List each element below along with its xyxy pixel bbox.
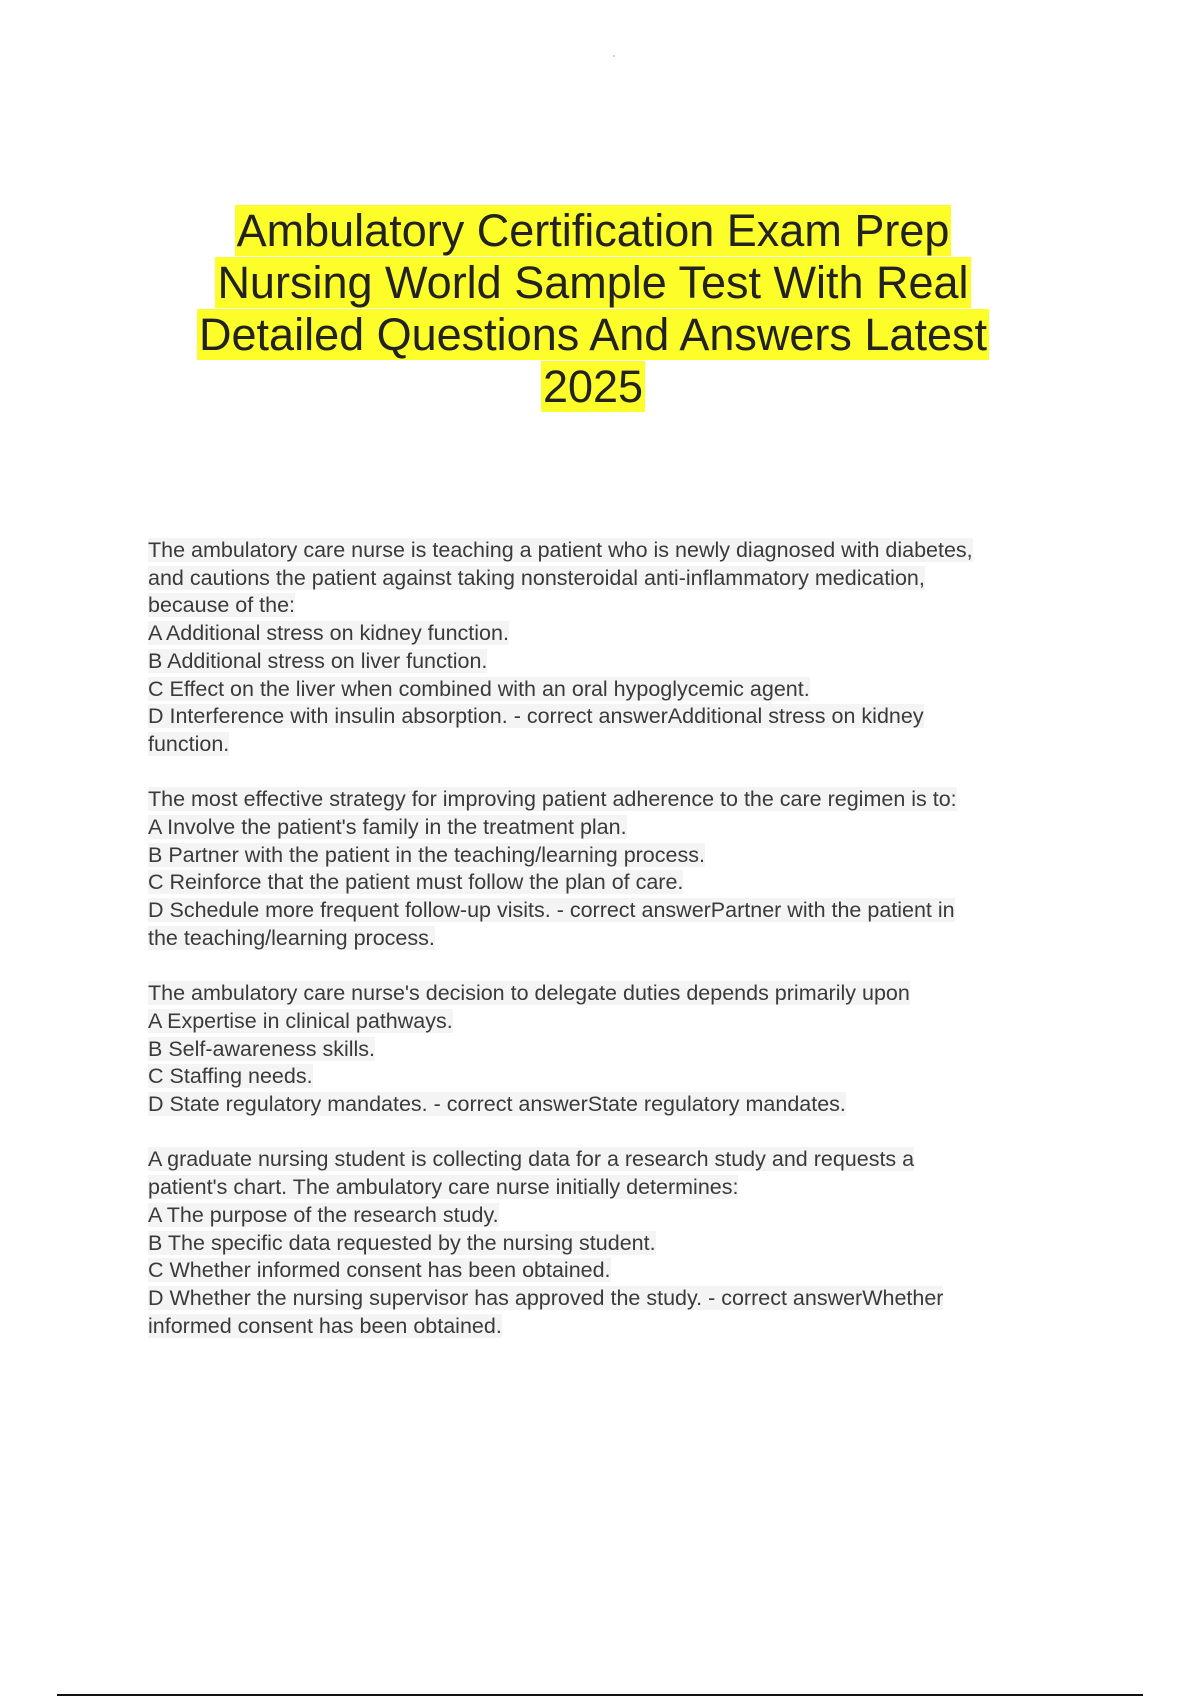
- question-line: [148, 1313, 1108, 1341]
- question-text: informed consent has been obtained.: [148, 1313, 502, 1338]
- question-text: The most effective strategy for improving patient adherence to the care regimen is to:: [148, 787, 957, 812]
- question-text: and cautions the patient against taking nonsteroidal anti-inflammatory medication,: [148, 565, 925, 590]
- question-block: [148, 786, 1108, 952]
- question-line: [148, 731, 1108, 759]
- document-title: [0, 205, 1186, 413]
- question-line: [148, 842, 1108, 870]
- question-line: [148, 1008, 1108, 1036]
- question-text: The ambulatory care nurse is teaching a patient who is newly diagnosed with diabetes,: [148, 538, 973, 562]
- question-line: [148, 1036, 1108, 1064]
- question-text: C Whether informed consent has been obtained.: [148, 1258, 611, 1283]
- question-line: [148, 814, 1108, 842]
- title-text: Nursing World Sample Test With Real: [217, 257, 969, 308]
- question-text: the teaching/learning process.: [148, 925, 435, 950]
- question-block: [148, 1146, 1108, 1340]
- question-line: [148, 1146, 1108, 1174]
- questions-list: [148, 537, 1108, 1368]
- question-line: [148, 1091, 1108, 1119]
- question-text: C Staffing needs.: [148, 1064, 313, 1089]
- question-text: D Schedule more frequent follow-up visits. - correct answerPartner with the patient in: [148, 898, 955, 923]
- question-text: patient's chart. The ambulatory care nurse initially determines:: [148, 1175, 739, 1200]
- question-text: function.: [148, 731, 230, 756]
- question-line: [148, 897, 1108, 925]
- question-line: [148, 1202, 1108, 1230]
- question-text: The ambulatory care nurse's decision to delegate duties depends primarily upon: [148, 981, 910, 1006]
- question-line: [148, 703, 1108, 731]
- question-text: B Partner with the patient in the teaching/learning process.: [148, 842, 705, 867]
- title-text: Detailed Questions And Answers Latest: [199, 309, 987, 360]
- question-line: [148, 786, 1108, 814]
- title-text: Ambulatory Certification Exam Prep: [236, 205, 950, 256]
- question-line: [148, 1174, 1108, 1202]
- question-text: because of the:: [148, 593, 296, 618]
- question-text: C Effect on the liver when combined with an oral hypoglycemic agent.: [148, 676, 810, 701]
- question-text: B Self-awareness skills.: [148, 1036, 376, 1061]
- question-text: B Additional stress on liver function.: [148, 648, 488, 673]
- question-line: [148, 980, 1108, 1008]
- question-line: [148, 676, 1108, 704]
- question-text: A The purpose of the research study.: [148, 1202, 499, 1227]
- title-line: [0, 309, 1186, 361]
- title-line: [0, 257, 1186, 309]
- scan-speck: [613, 55, 615, 57]
- question-line: [148, 565, 1108, 593]
- question-text: A Additional stress on kidney function.: [148, 621, 509, 646]
- question-text: D Whether the nursing supervisor has approved the study. - correct answerWhether: [148, 1285, 944, 1310]
- page-bottom-rule: [57, 1694, 1143, 1696]
- question-line: [148, 1285, 1108, 1313]
- question-text: B The specific data requested by the nursing student.: [148, 1230, 656, 1255]
- question-line: [148, 648, 1108, 676]
- question-line: [148, 537, 1108, 565]
- question-line: [148, 620, 1108, 648]
- question-text: C Reinforce that the patient must follow the plan of care.: [148, 870, 684, 895]
- question-line: [148, 925, 1108, 953]
- question-text: A Involve the patient's family in the treatment plan.: [148, 815, 627, 840]
- question-block: [148, 537, 1108, 759]
- question-line: [148, 1257, 1108, 1285]
- title-text: 2025: [542, 361, 644, 412]
- question-text: D State regulatory mandates. - correct answerState regulatory mandates.: [148, 1092, 846, 1117]
- question-text: A Expertise in clinical pathways.: [148, 1008, 453, 1033]
- title-line: [0, 361, 1186, 413]
- question-line: [148, 1063, 1108, 1091]
- question-line: [148, 1230, 1108, 1258]
- question-line: [148, 869, 1108, 897]
- question-text: A graduate nursing student is collecting data for a research study and requests a: [148, 1147, 915, 1172]
- title-line: [0, 205, 1186, 257]
- question-text: D Interference with insulin absorption. - correct answerAdditional stress on kidney: [148, 704, 924, 729]
- question-line: [148, 592, 1108, 620]
- question-block: [148, 980, 1108, 1119]
